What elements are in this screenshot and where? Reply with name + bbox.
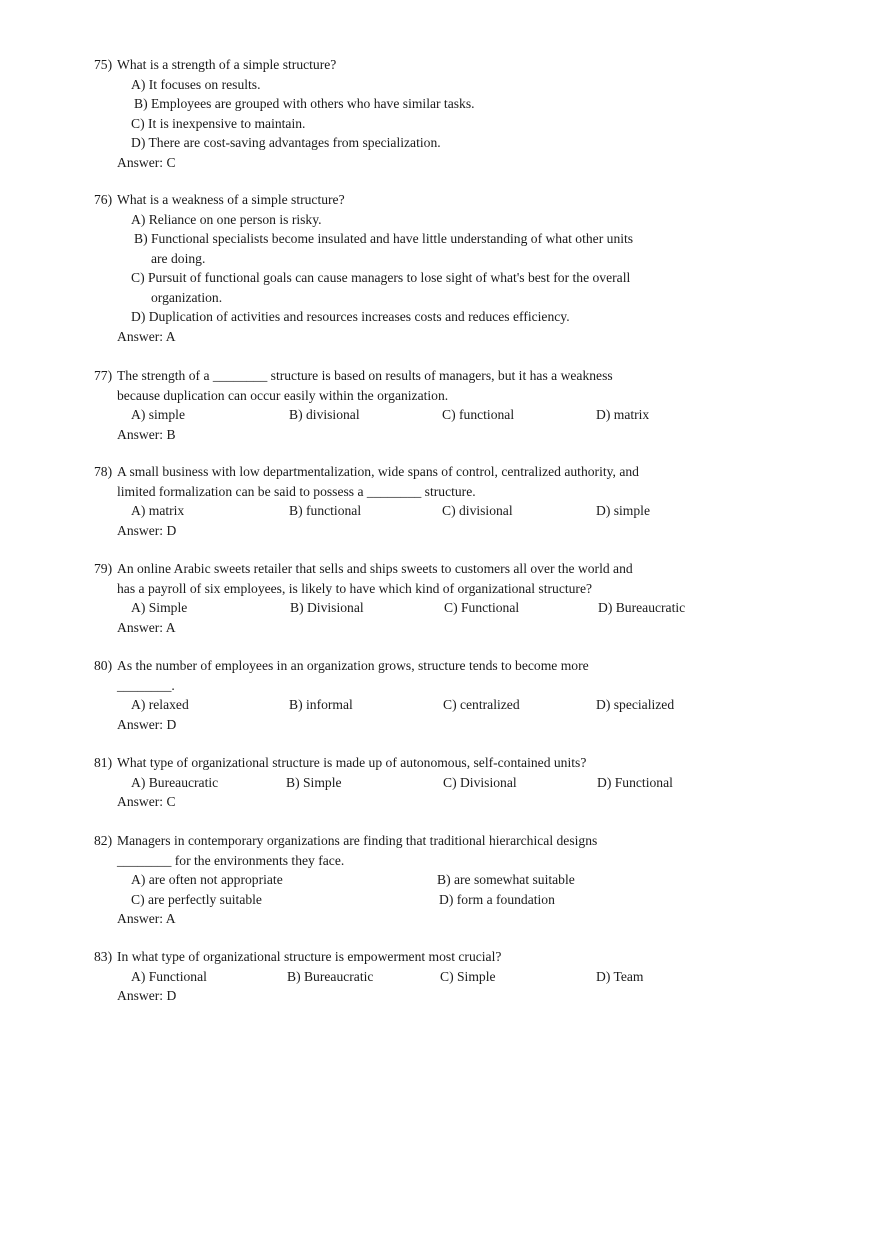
option-b-line1: B) Functional specialists become insulated and have little understanding of what other units bbox=[134, 231, 634, 246]
question-number: 75) bbox=[94, 57, 113, 72]
option-d: D) simple bbox=[596, 503, 650, 518]
option-b: B) divisional bbox=[289, 407, 360, 422]
question-number: 77) bbox=[94, 368, 113, 383]
option-d: D) Bureaucratic bbox=[598, 600, 686, 615]
answer: Answer: D bbox=[117, 522, 177, 538]
question-stem: A small business with low departmentalization, wide spans of control, centralized authority, and bbox=[117, 464, 639, 479]
question-stem: What is a strength of a simple structure? bbox=[117, 57, 337, 72]
answer: Answer: A bbox=[117, 328, 176, 344]
option-b: B) Employees are grouped with others who have similar tasks. bbox=[134, 96, 475, 111]
question-77 bbox=[94, 366, 794, 444]
option-a: A) matrix bbox=[131, 503, 185, 518]
option-b: B) functional bbox=[289, 503, 362, 518]
option-a: A) relaxed bbox=[131, 697, 189, 712]
question-stem: As the number of employees in an organization grows, structure tends to become more bbox=[117, 658, 589, 673]
question-stem: What is a weakness of a simple structure? bbox=[117, 192, 345, 207]
question-number: 79) bbox=[94, 561, 113, 576]
question-stem: Managers in contemporary organizations are finding that traditional hierarchical designs bbox=[117, 833, 598, 848]
option-c: C) Divisional bbox=[443, 774, 517, 790]
options-row bbox=[94, 773, 794, 793]
option-b: B) Bureaucratic bbox=[287, 968, 374, 984]
options-row bbox=[94, 695, 794, 715]
options-row bbox=[94, 967, 794, 987]
option-a: A) Bureaucratic bbox=[131, 774, 219, 790]
answer: Answer: D bbox=[117, 716, 177, 732]
answer: Answer: C bbox=[117, 154, 176, 170]
question-stem: In what type of organizational structure is empowerment most crucial? bbox=[117, 949, 502, 964]
option-b: B) are somewhat suitable bbox=[437, 872, 575, 887]
question-number: 81) bbox=[94, 755, 113, 770]
option-d: D) Functional bbox=[597, 774, 673, 790]
option-b: B) informal bbox=[289, 697, 353, 712]
answer: Answer: A bbox=[117, 619, 176, 635]
options-row bbox=[94, 501, 794, 521]
option-c: C) divisional bbox=[442, 503, 513, 518]
question-stem-line2: because duplication can occur easily within the organization. bbox=[117, 387, 449, 403]
option-a: A) simple bbox=[131, 407, 185, 422]
option-d: D) There are cost-saving advantages from specialization. bbox=[131, 135, 441, 150]
options-row bbox=[94, 405, 794, 425]
option-a: A) Functional bbox=[131, 968, 207, 984]
question-stem: What type of organizational structure is made up of autonomous, self-contained units? bbox=[117, 755, 587, 770]
question-number: 80) bbox=[94, 658, 113, 673]
answer: Answer: C bbox=[117, 794, 176, 809]
option-b: B) Divisional bbox=[290, 600, 364, 615]
option-b: B) Simple bbox=[286, 774, 342, 790]
question-stem-line2: limited formalization can be said to possess a ________ structure. bbox=[117, 483, 476, 499]
options-row bbox=[94, 598, 794, 618]
option-c: C) centralized bbox=[443, 697, 520, 712]
option-b-line2: are doing. bbox=[151, 250, 206, 266]
question-stem-line2: has a payroll of six employees, is likely to have which kind of organizational structure? bbox=[117, 580, 593, 596]
option-a: A) Simple bbox=[131, 600, 188, 615]
option-d: D) Team bbox=[596, 968, 644, 984]
option-a: A) It focuses on results. bbox=[131, 76, 261, 92]
question-number: 78) bbox=[94, 464, 113, 479]
option-d: D) Duplication of activities and resources increases costs and reduces efficiency. bbox=[131, 309, 570, 324]
option-c-line1: C) Pursuit of functional goals can cause managers to lose sight of what's best for the overall bbox=[131, 270, 631, 285]
answer: Answer: A bbox=[117, 911, 176, 926]
option-c: C) are perfectly suitable bbox=[131, 891, 262, 907]
question-stem-line2: ________. bbox=[117, 677, 175, 693]
question-stem: The strength of a ________ structure is based on results of managers, but it has a weakness bbox=[117, 368, 613, 383]
question-82 bbox=[94, 831, 794, 929]
question-75 bbox=[94, 55, 794, 172]
option-d: D) matrix bbox=[596, 407, 650, 422]
question-number: 76) bbox=[94, 192, 113, 207]
option-c: C) functional bbox=[442, 407, 515, 422]
options-row-1 bbox=[94, 870, 794, 890]
question-stem-line2: ________ for the environments they face. bbox=[117, 852, 345, 868]
question-76 bbox=[94, 190, 794, 346]
option-c: C) Functional bbox=[444, 600, 520, 615]
option-c: C) It is inexpensive to maintain. bbox=[131, 115, 306, 131]
answer: Answer: D bbox=[117, 988, 177, 1003]
option-c: C) Simple bbox=[440, 968, 496, 984]
question-stem: An online Arabic sweets retailer that sells and ships sweets to customers all over the world and bbox=[117, 561, 633, 576]
option-a: A) Reliance on one person is risky. bbox=[131, 211, 322, 227]
answer: Answer: B bbox=[117, 426, 176, 442]
question-79 bbox=[94, 559, 794, 637]
question-83 bbox=[94, 947, 794, 1006]
question-number: 83) bbox=[94, 949, 113, 964]
question-81 bbox=[94, 753, 794, 812]
option-d: D) form a foundation bbox=[439, 891, 555, 907]
question-80 bbox=[94, 656, 794, 734]
options-row-2 bbox=[94, 890, 794, 910]
option-d: D) specialized bbox=[596, 697, 675, 712]
question-number: 82) bbox=[94, 833, 113, 848]
question-78 bbox=[94, 462, 794, 540]
option-a: A) are often not appropriate bbox=[131, 872, 283, 887]
option-c-line2: organization. bbox=[151, 289, 223, 305]
